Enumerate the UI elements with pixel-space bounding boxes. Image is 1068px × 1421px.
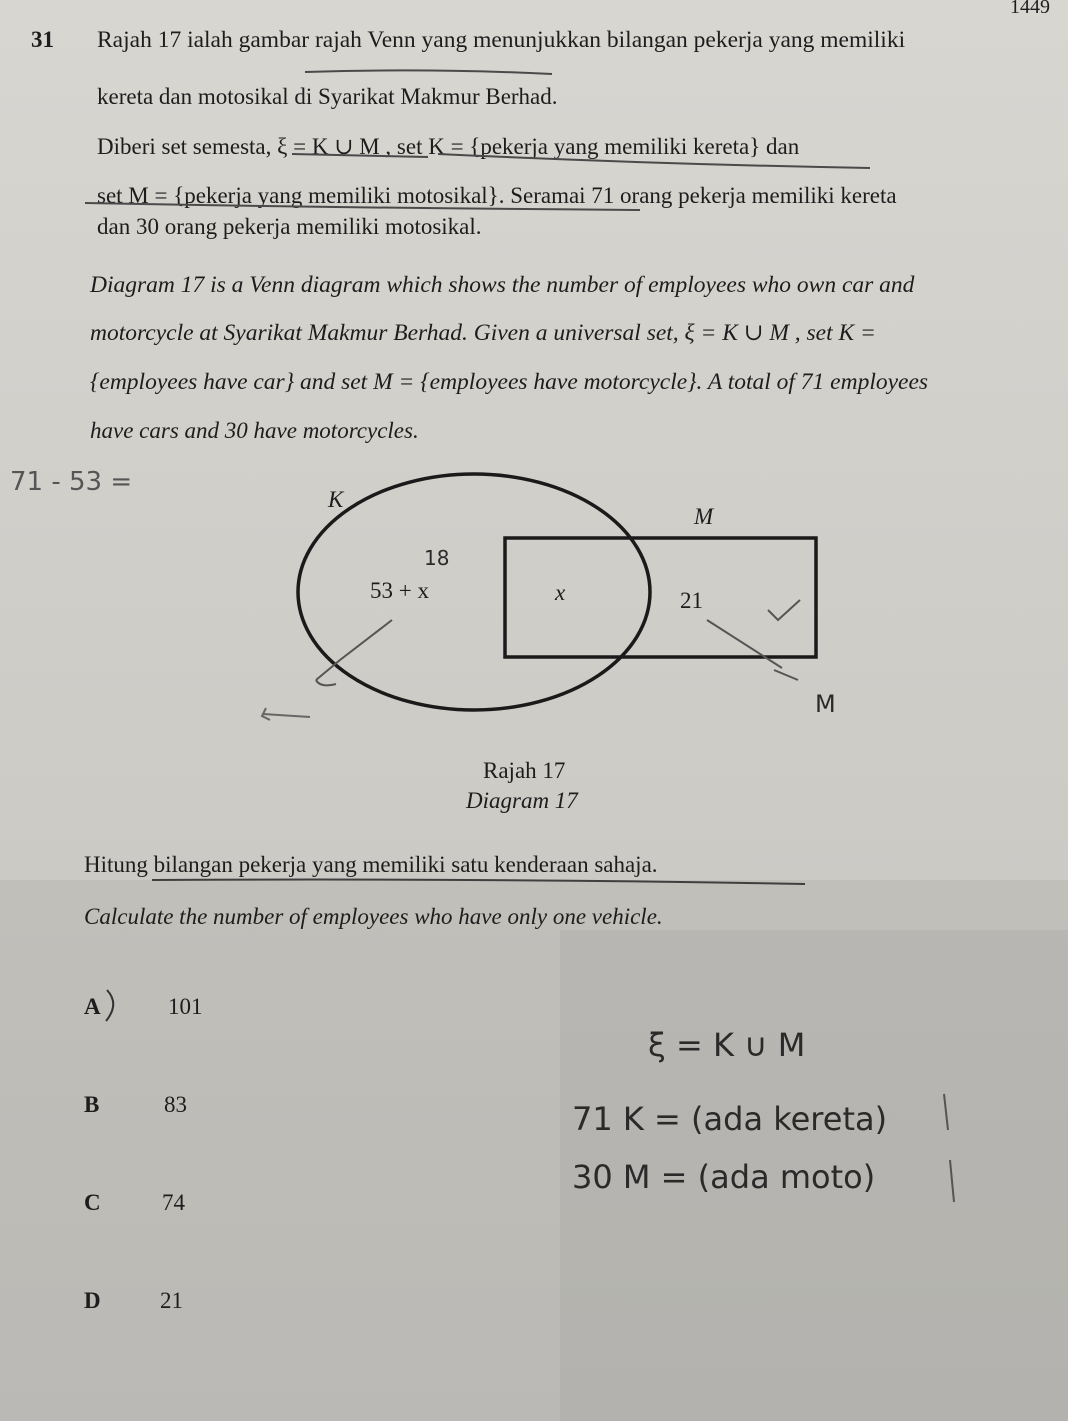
handwritten-18: 18 (424, 546, 450, 570)
venn-label-m: M (694, 504, 714, 529)
english-line-2: motorcycle at Syarikat Makmur Berhad. Given a universal set, ξ = K ∪ M , set K = (90, 320, 876, 346)
english-line-3: {employees have car} and set M = {employees have motorcycle}. A total of 71 employees (90, 369, 929, 395)
option-a-circle (72, 988, 122, 1024)
malay-line-1: Rajah 17 ialah gambar rajah Venn yang menunjukkan bilangan pekerja yang memiliki (97, 27, 906, 53)
english-line-1: Diagram 17 is a Venn diagram which shows the number of employees who own car and (90, 272, 915, 298)
handwritten-line-1: ξ = K ∪ M (648, 1026, 806, 1064)
handwritten-line-2: 71 K = (ada kereta) (572, 1100, 888, 1138)
set-m-rectangle (505, 538, 816, 657)
venn-region-k-only: 53 + x (370, 578, 429, 603)
diagram-caption-malay: Rajah 17 (483, 758, 566, 783)
malay-line-5: dan 30 orang pekerja memiliki motosikal. (97, 214, 482, 239)
malay-line-2: kereta dan motosikal di Syarikat Makmur Berhad. (97, 84, 558, 109)
task-malay: Hitung bilangan pekerja yang memiliki satu kenderaan sahaja. (84, 852, 658, 877)
venn-region-intersection: x (555, 580, 566, 605)
venn-label-k: K (328, 487, 344, 512)
option-c-letter: C (84, 1190, 101, 1215)
diagram-caption-english: Diagram 17 (466, 788, 578, 813)
handwritten-margin-calc: 71 - 53 = (10, 467, 133, 497)
pencil-underlines (0, 0, 1068, 480)
venn-diagram (0, 470, 1068, 800)
malay-line-3: Diberi set semesta, ξ = K ∪ M , set K = {pekerja yang memiliki kereta} dan (97, 134, 800, 159)
option-b-letter: B (84, 1092, 100, 1117)
option-a-letter: A (84, 994, 101, 1019)
english-line-4: have cars and 30 have motorcycles. (90, 418, 419, 443)
option-b-value: 83 (164, 1092, 187, 1117)
page-number: 1449 (1010, 0, 1050, 18)
venn-region-m-only: 21 (680, 588, 703, 613)
malay-line-4: set M = {pekerja yang memiliki motosikal}. Seramai 71 orang pekerja memiliki kereta (97, 183, 897, 208)
option-d-letter: D (84, 1288, 101, 1313)
task-english: Calculate the number of employees who have only one vehicle. (84, 904, 663, 929)
option-a-value: 101 (168, 994, 203, 1019)
task-underline (150, 876, 870, 886)
set-k-ellipse (298, 474, 650, 710)
question-number: 31 (31, 27, 54, 52)
handwritten-m: M (815, 690, 836, 718)
option-d-value: 21 (160, 1288, 183, 1313)
handwritten-line-3: 30 M = (ada moto) (572, 1158, 876, 1196)
handwritten-bracket (930, 1090, 970, 1210)
option-c-value: 74 (162, 1190, 185, 1215)
